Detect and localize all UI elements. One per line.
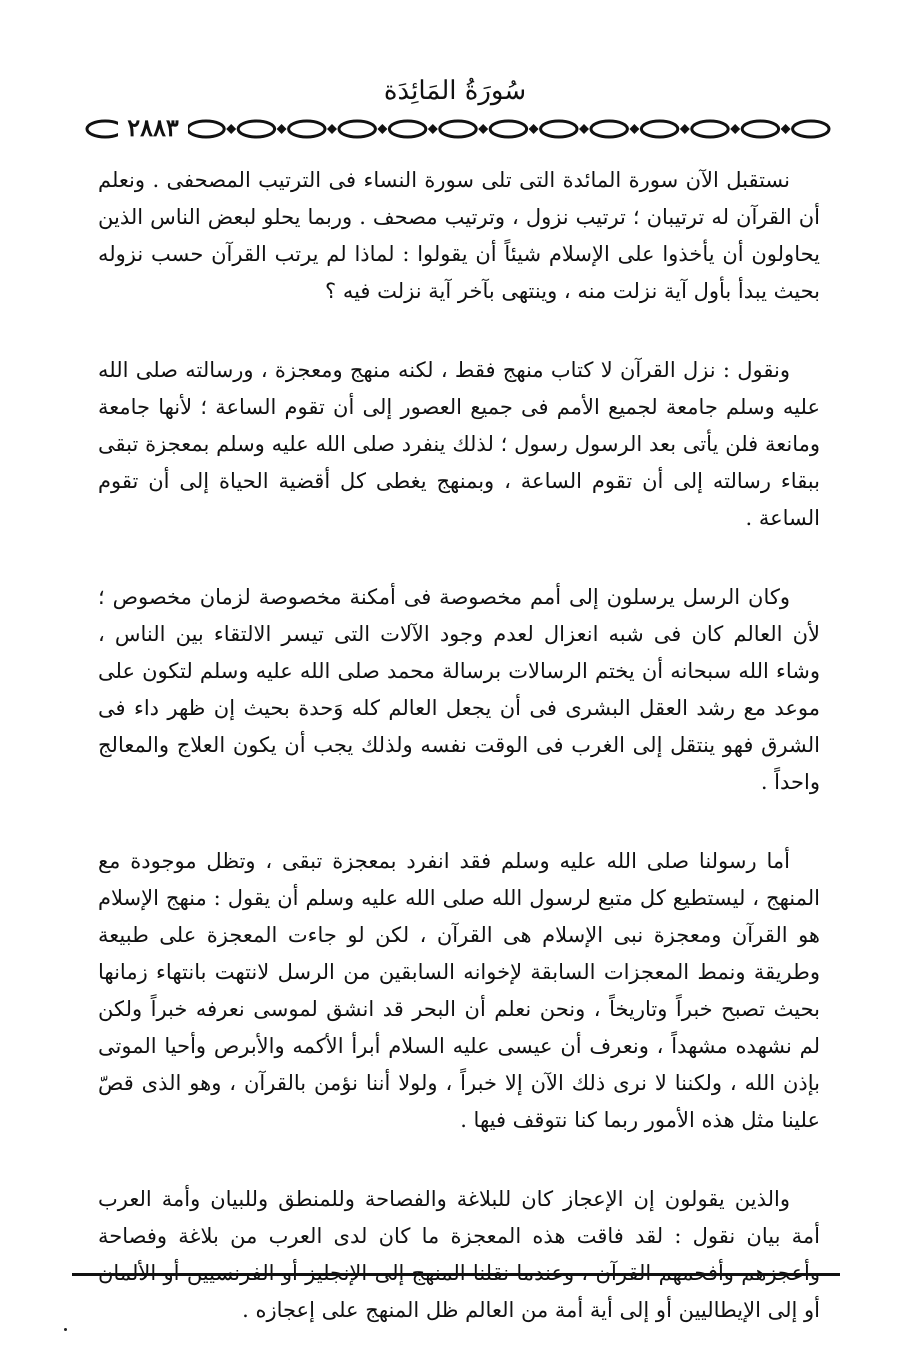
ornament-diamond <box>579 124 589 134</box>
ornament-oval <box>289 121 325 137</box>
page-number: ٢٨٨٣ <box>118 111 188 145</box>
body-text <box>98 162 820 1329</box>
paragraph: والذين يقولون إن الإعجاز كان للبلاغة والفصاحة وللمنطق وللبيان وأمة العرب أمة بيان نقول : لقد فاقت هذه المعجزة ما كان لدى العرب من بلاغة وفصاحة وأعجزهم وأفحمهم القرآن ، وعندما نقلنا المنهج إلى الإنجليز أو الفرنسيين أو الألمان أو إلى الإيطاليين أو إلى أية أمة من العالم ظل المنهج على إعجازه . <box>98 1187 820 1322</box>
ornament-oval <box>641 121 677 137</box>
ornament-oval <box>490 121 526 137</box>
ornament-diamond <box>327 124 337 134</box>
paragraph: ونقول : نزل القرآن لا كتاب منهج فقط ، لكنه منهج ومعجزة ، ورسالته صلى الله عليه وسلم جامعة لجميع الأمم فى جميع العصور إلى أن تقوم الساعة ؛ لأنها جامعة ومانعة فلن يأتى بعد الرسول رسول ؛ لذلك ينفرد صلى الله عليه وسلم بمعجزة تبقى ببقاء رسالته إلى أن تقوم الساعة ، وبمنهج يغطى كل أقضية الحياة إلى أن تقوم الساعة . <box>98 358 820 530</box>
scan-speck <box>64 1328 67 1331</box>
ornament-diamond <box>428 124 438 134</box>
surah-title: سُورَةُ المَائِدَة <box>383 76 527 106</box>
ornament-oval <box>339 121 375 137</box>
ornament-diamond <box>478 124 488 134</box>
ornament-diamond <box>529 124 539 134</box>
ornament-diamond <box>680 124 690 134</box>
ornament-oval <box>591 121 627 137</box>
ornament-diamond <box>377 124 387 134</box>
paragraph: نستقبل الآن سورة المائدة التى تلى سورة النساء فى الترتيب المصحفى . ونعلم أن القرآن له ترتيبان ؛ ترتيب نزول ، وترتيب مصحف . وربما يحلو لبعض الناس الذين يحاولون أن يأخذوا على الإسلام شيئاً أن يقولوا : لماذا لم يرتب القرآن حسب نزوله بحيث يبدأ بأول آية نزلت منه ، وينتهى بآخر آية نزلت فيه ؟ <box>98 168 820 303</box>
paragraph: أما رسولنا صلى الله عليه وسلم فقد انفرد بمعجزة تبقى ، وتظل موجودة مع المنهج ، ليستطيع كل متبع لرسول الله صلى الله عليه وسلم أن يقول : منهج الإسلام هو القرآن ومعجزة نبى الإسلام هى القرآن ، لكن لو جاءت المعجزة على طبيعة وطريقة ونمط المعجزات السابقة لإخوانه السابقين من الرسل لانتهت بانتهاء زمانها بحيث تصبح خبراً وتاريخاً ، ونحن نعلم أن البحر قد انشق لموسى نعرفه خبراً ولكن لم نشهده مشهداً ، ونعرف أن عيسى عليه السلام أبرأ الأكمه والأبرص وأحيا الموتى بإذن الله ، ولكننا لا نرى ذلك الآن إلا خبراً ، ولولا أننا نؤمن بالقرآن ، وهو الذى قصّ علينا مثل هذه الأمور ربما كنا نتوقف فيها . <box>98 849 820 1132</box>
ornament-oval <box>541 121 577 137</box>
ornament-oval <box>692 121 728 137</box>
ornament-oval <box>389 121 425 137</box>
ornament-diamond <box>226 124 236 134</box>
ornament-oval <box>742 121 778 137</box>
header-ornament-band <box>74 113 842 145</box>
ornament-diamond <box>277 124 287 134</box>
paragraph: وكان الرسل يرسلون إلى أمم مخصوصة فى أمكنة مخصوصة لزمان مخصوص ؛ لأن العالم كان فى شبه انعزال لعدم وجود الآلات التى تيسر الالتقاء بين الناس ، وشاء الله سبحانه أن يختم الرسالات برسالة محمد صلى الله عليه وسلم لتكون على موعد مع رشد العقل البشرى فى أن يجعل العالم كله وَحدة بحيث إن ظهر داء فى الشرق فهو ينتقل إلى الغرب فى الوقت نفسه ولذلك يجب أن يكون العلاج والمعالج واحداً . <box>98 585 820 794</box>
ornament-diamond <box>730 124 740 134</box>
ornament-oval <box>238 121 274 137</box>
ornament-oval <box>188 121 224 137</box>
ornament-diamond <box>781 124 791 134</box>
ornament-diamond <box>629 124 639 134</box>
ornament-oval <box>440 121 476 137</box>
footer-rule <box>72 1273 840 1276</box>
ornament-oval <box>793 121 829 137</box>
